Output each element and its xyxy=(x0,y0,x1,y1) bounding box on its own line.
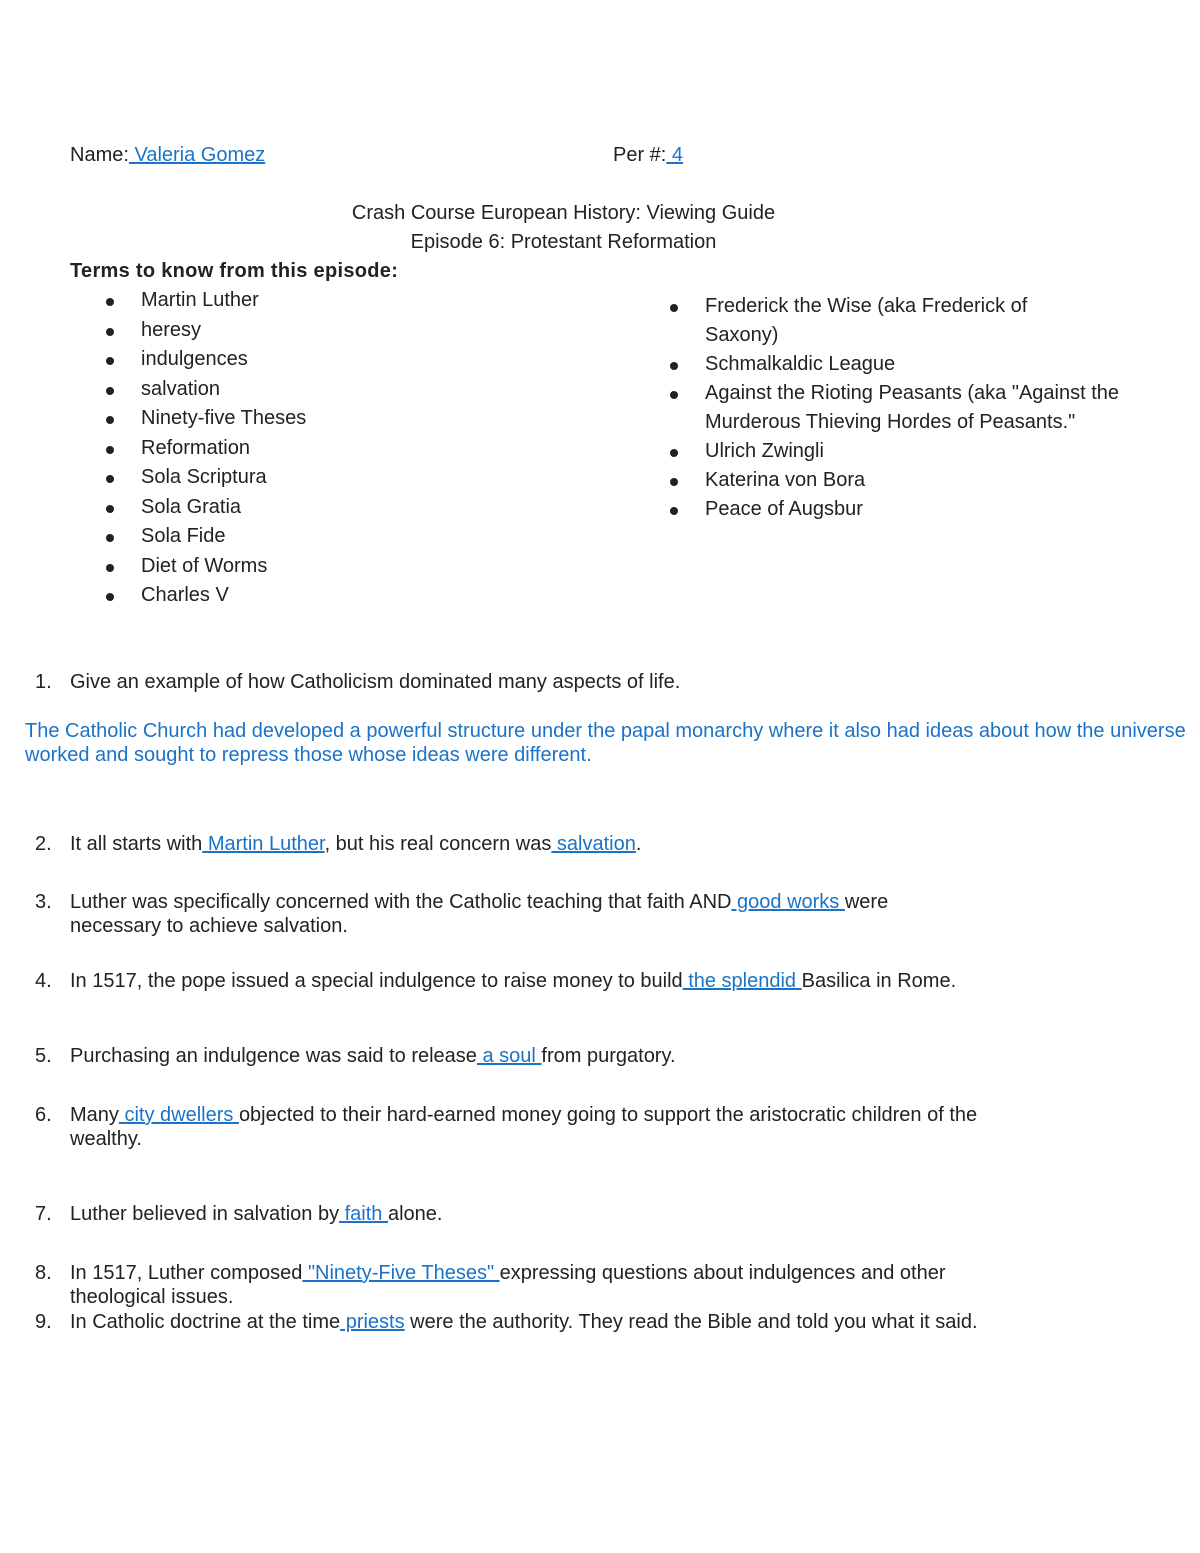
question-number: 9. xyxy=(35,1311,52,1333)
question-number: 3. xyxy=(35,891,52,913)
question-4: In 1517, the pope issued a special indulgence to raise money to build the splendid Basilica in Rome. xyxy=(70,970,957,992)
question-6: Many city dwellers objected to their hard-earned money going to support the aristocratic children of the wealthy. xyxy=(70,1104,978,1150)
bullet-icon xyxy=(106,564,114,572)
list-item: Sola Gratia xyxy=(141,493,306,523)
question-number: 5. xyxy=(35,1045,52,1067)
list-item: Sola Scriptura xyxy=(141,463,306,493)
list-item: Peace of Augsbur xyxy=(705,495,1145,524)
question-7: Luther believed in salvation by faith alone. xyxy=(70,1203,443,1225)
answer-blank: city dwellers xyxy=(118,1104,239,1126)
list-item: Frederick the Wise (aka Frederick of Saxony) xyxy=(705,292,1065,350)
question-number: 7. xyxy=(35,1203,52,1225)
question-number: 2. xyxy=(35,833,52,855)
question-9: In Catholic doctrine at the time priests were the authority. They read the Bible and told you what it said. xyxy=(70,1311,978,1333)
bullet-icon xyxy=(106,357,114,365)
answer-blank: good works xyxy=(731,891,845,913)
bullet-icon xyxy=(106,387,114,395)
period-value: 4 xyxy=(666,144,684,166)
bullet-icon xyxy=(670,391,678,399)
bullet-icon xyxy=(106,534,114,542)
list-item: salvation xyxy=(141,375,306,405)
name-line xyxy=(70,143,265,167)
list-item: Katerina von Bora xyxy=(705,466,1145,495)
list-item: Martin Luther xyxy=(141,286,306,316)
answer-blank: salvation xyxy=(551,833,636,855)
list-item: Reformation xyxy=(141,434,306,464)
name-value: Valeria Gomez xyxy=(128,144,266,166)
list-item: Diet of Worms xyxy=(141,552,306,582)
terms-list-left xyxy=(141,286,306,611)
answer-blank: "Ninety-Five Theses" xyxy=(302,1262,500,1284)
list-item: Ninety-five Theses xyxy=(141,404,306,434)
bullet-icon xyxy=(670,304,678,312)
answer-blank: the splendid xyxy=(682,970,802,992)
answer-blank: priests xyxy=(340,1311,405,1333)
question-number: 8. xyxy=(35,1262,52,1284)
list-item: Charles V xyxy=(141,581,306,611)
bullet-icon xyxy=(106,505,114,513)
bullet-icon xyxy=(670,449,678,457)
list-item: Ulrich Zwingli xyxy=(705,437,1145,466)
document-title: Crash Course European History: Viewing Guide xyxy=(351,202,776,224)
question-1: Give an example of how Catholicism dominated many aspects of life. xyxy=(70,671,681,693)
list-item: heresy xyxy=(141,316,306,346)
episode-title: Episode 6: Protestant Reformation xyxy=(410,231,717,253)
question-2: It all starts with Martin Luther, but his real concern was salvation. xyxy=(70,833,642,855)
bullet-icon xyxy=(670,478,678,486)
list-item: indulgences xyxy=(141,345,306,375)
bullet-icon xyxy=(670,507,678,515)
answer-1: The Catholic Church had developed a powerful structure under the papal monarchy where it also had ideas about how the universe worked and sought to repress those whose ideas were different. xyxy=(25,720,1186,766)
bullet-icon xyxy=(106,446,114,454)
bullet-icon xyxy=(106,593,114,601)
bullet-icon xyxy=(106,328,114,336)
name-label: Name: xyxy=(70,144,129,166)
question-8: In 1517, Luther composed "Ninety-Five Theses" expressing questions about indulgences and other theological issues. xyxy=(70,1262,946,1308)
list-item: Schmalkaldic League xyxy=(705,350,1145,379)
question-5: Purchasing an indulgence was said to release a soul from purgatory. xyxy=(70,1045,676,1067)
question-number: 6. xyxy=(35,1104,52,1126)
list-item: Against the Rioting Peasants (aka "Against the Murderous Thieving Hordes of Peasants." xyxy=(705,379,1125,437)
list-item: Sola Fide xyxy=(141,522,306,552)
question-number: 1. xyxy=(35,671,52,693)
bullet-icon xyxy=(106,475,114,483)
terms-heading: Terms to know from this episode: xyxy=(70,260,399,282)
answer-blank: faith xyxy=(339,1203,388,1225)
answer-blank: Martin Luther xyxy=(202,833,325,855)
answer-blank: a soul xyxy=(476,1045,542,1067)
bullet-icon xyxy=(106,298,114,306)
bullet-icon xyxy=(106,416,114,424)
bullet-icon xyxy=(670,362,678,370)
terms-list-right xyxy=(705,292,1145,524)
question-3: Luther was specifically concerned with the Catholic teaching that faith AND good works were necessary to achieve salvation. xyxy=(70,891,889,937)
period-label: Per #: xyxy=(613,144,667,166)
question-number: 4. xyxy=(35,970,52,992)
period-line xyxy=(613,143,683,167)
